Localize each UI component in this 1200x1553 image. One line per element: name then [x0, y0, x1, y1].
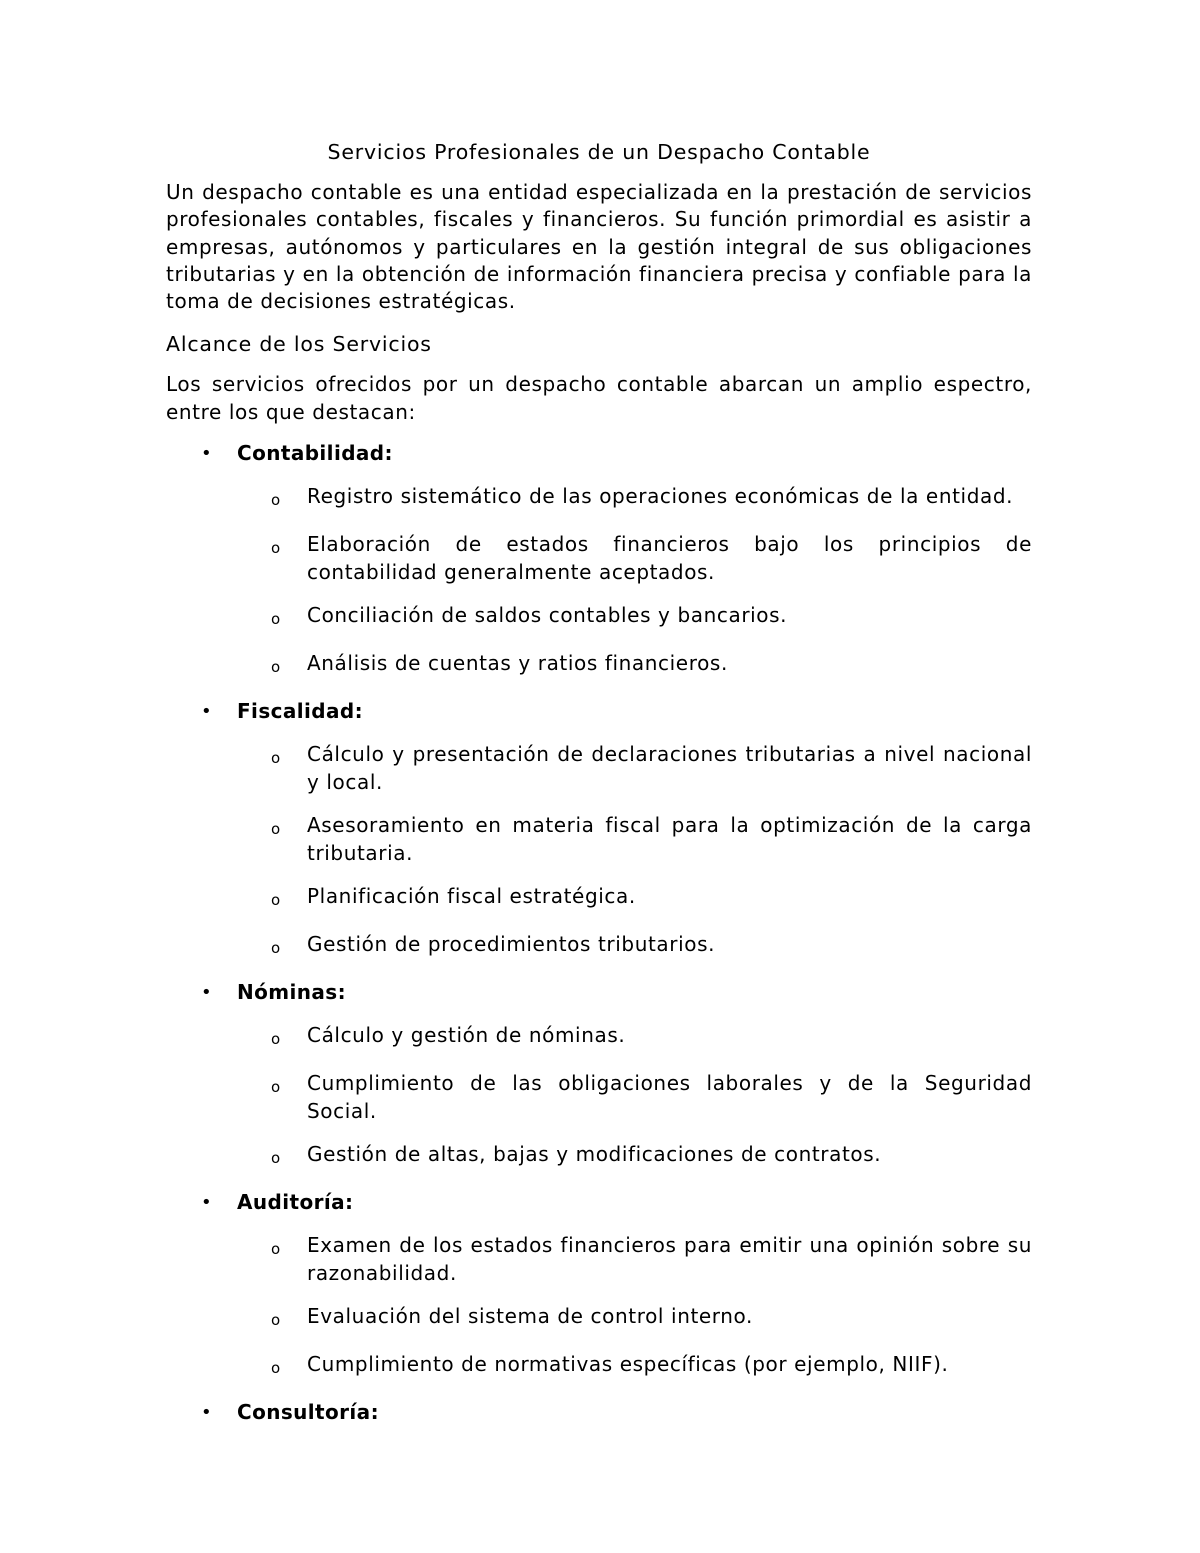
- sub-list-item: [271, 1232, 1032, 1287]
- sub-bullet-icon: o: [271, 1149, 281, 1168]
- sub-bullet-icon: o: [271, 1359, 281, 1378]
- sub-list-item: [271, 483, 1032, 515]
- sub-item-text: Evaluación del sistema de control interno.: [307, 1304, 754, 1329]
- bullet-icon: •: [201, 1402, 213, 1424]
- sub-item-text: Gestión de procedimientos tributarios.: [307, 932, 716, 957]
- category-label: Contabilidad:: [237, 441, 393, 466]
- sub-bullet-icon: o: [271, 610, 281, 629]
- service-list: [166, 440, 1032, 1426]
- sub-item-text: Gestión de altas, bajas y modificaciones de contratos.: [307, 1142, 882, 1167]
- bullet-icon: •: [201, 1192, 213, 1214]
- sub-list-item: [271, 931, 1032, 963]
- category-item: [201, 1189, 1032, 1216]
- sub-item-text: Asesoramiento en materia fiscal para la optimización de la carga tributaria.: [307, 813, 1032, 865]
- section-intro: Los servicios ofrecidos por un despacho contable abarcan un amplio espectro, entre los que destacan:: [166, 372, 1032, 424]
- category-label: Consultoría:: [237, 1400, 379, 1425]
- sub-bullet-icon: o: [271, 539, 281, 558]
- sub-item-text: Examen de los estados financieros para emitir una opinión sobre su razonabilidad.: [307, 1233, 1032, 1285]
- category-label: Nóminas:: [237, 980, 347, 1005]
- sub-bullet-icon: o: [271, 749, 281, 768]
- bullet-icon: •: [201, 701, 213, 723]
- sub-item-text: Análisis de cuentas y ratios financieros.: [307, 651, 728, 676]
- sub-bullet-icon: o: [271, 939, 281, 958]
- sub-item-text: Cumplimiento de normativas específicas (por ejemplo, NIIF).: [307, 1352, 949, 1377]
- sub-item-text: Planificación fiscal estratégica.: [307, 884, 636, 909]
- sub-list-item: [271, 883, 1032, 915]
- sub-item-text: Cálculo y gestión de nóminas.: [307, 1023, 626, 1048]
- category-item: [201, 1399, 1032, 1426]
- sub-item-text: Conciliación de saldos contables y bancarios.: [307, 603, 788, 628]
- sub-list-item: [271, 602, 1032, 634]
- category-item: [201, 979, 1032, 1006]
- document-title: Servicios Profesionales de un Despacho Contable: [327, 140, 871, 164]
- section-heading: Alcance de los Servicios: [166, 332, 432, 357]
- sub-list-item: [271, 1141, 1032, 1173]
- sub-list-item: [271, 812, 1032, 867]
- sub-bullet-icon: o: [271, 820, 281, 839]
- sub-bullet-icon: o: [271, 1240, 281, 1259]
- sub-bullet-icon: o: [271, 491, 281, 510]
- bullet-icon: •: [201, 982, 213, 1004]
- intro-paragraph: Un despacho contable es una entidad especializada en la prestación de servicios profesionales contables, fiscales y financieros. Su función primordial es asistir a empresas, autónomos y particulares en la gestión integral de sus obligaciones tributarias y en la obtención de información financiera precisa y confiable para la toma de decisiones estratégicas.: [166, 180, 1032, 314]
- sub-list-item: [271, 650, 1032, 682]
- sub-bullet-icon: o: [271, 1311, 281, 1330]
- category-label: Auditoría:: [237, 1190, 354, 1215]
- sub-list-item: [271, 741, 1032, 796]
- sub-list-item: [271, 1070, 1032, 1125]
- sub-list-item: [271, 1303, 1032, 1335]
- sub-item-text: Elaboración de estados financieros bajo los principios de contabilidad generalmente aceptados.: [307, 532, 1032, 584]
- sub-item-text: Cálculo y presentación de declaraciones tributarias a nivel nacional y local.: [307, 742, 1032, 794]
- category-item: [201, 698, 1032, 725]
- sub-list-item: [271, 1022, 1032, 1054]
- sub-list-item: [271, 1351, 1032, 1383]
- sub-bullet-icon: o: [271, 658, 281, 677]
- bullet-icon: •: [201, 443, 213, 465]
- document-page: [166, 137, 1032, 1442]
- category-label: Fiscalidad:: [237, 699, 364, 724]
- sub-bullet-icon: o: [271, 1078, 281, 1097]
- sub-item-text: Registro sistemático de las operaciones económicas de la entidad.: [307, 484, 1014, 509]
- sub-bullet-icon: o: [271, 891, 281, 910]
- sub-bullet-icon: o: [271, 1030, 281, 1049]
- category-item: [201, 440, 1032, 467]
- sub-item-text: Cumplimiento de las obligaciones laborales y de la Seguridad Social.: [307, 1071, 1032, 1123]
- sub-list-item: [271, 531, 1032, 586]
